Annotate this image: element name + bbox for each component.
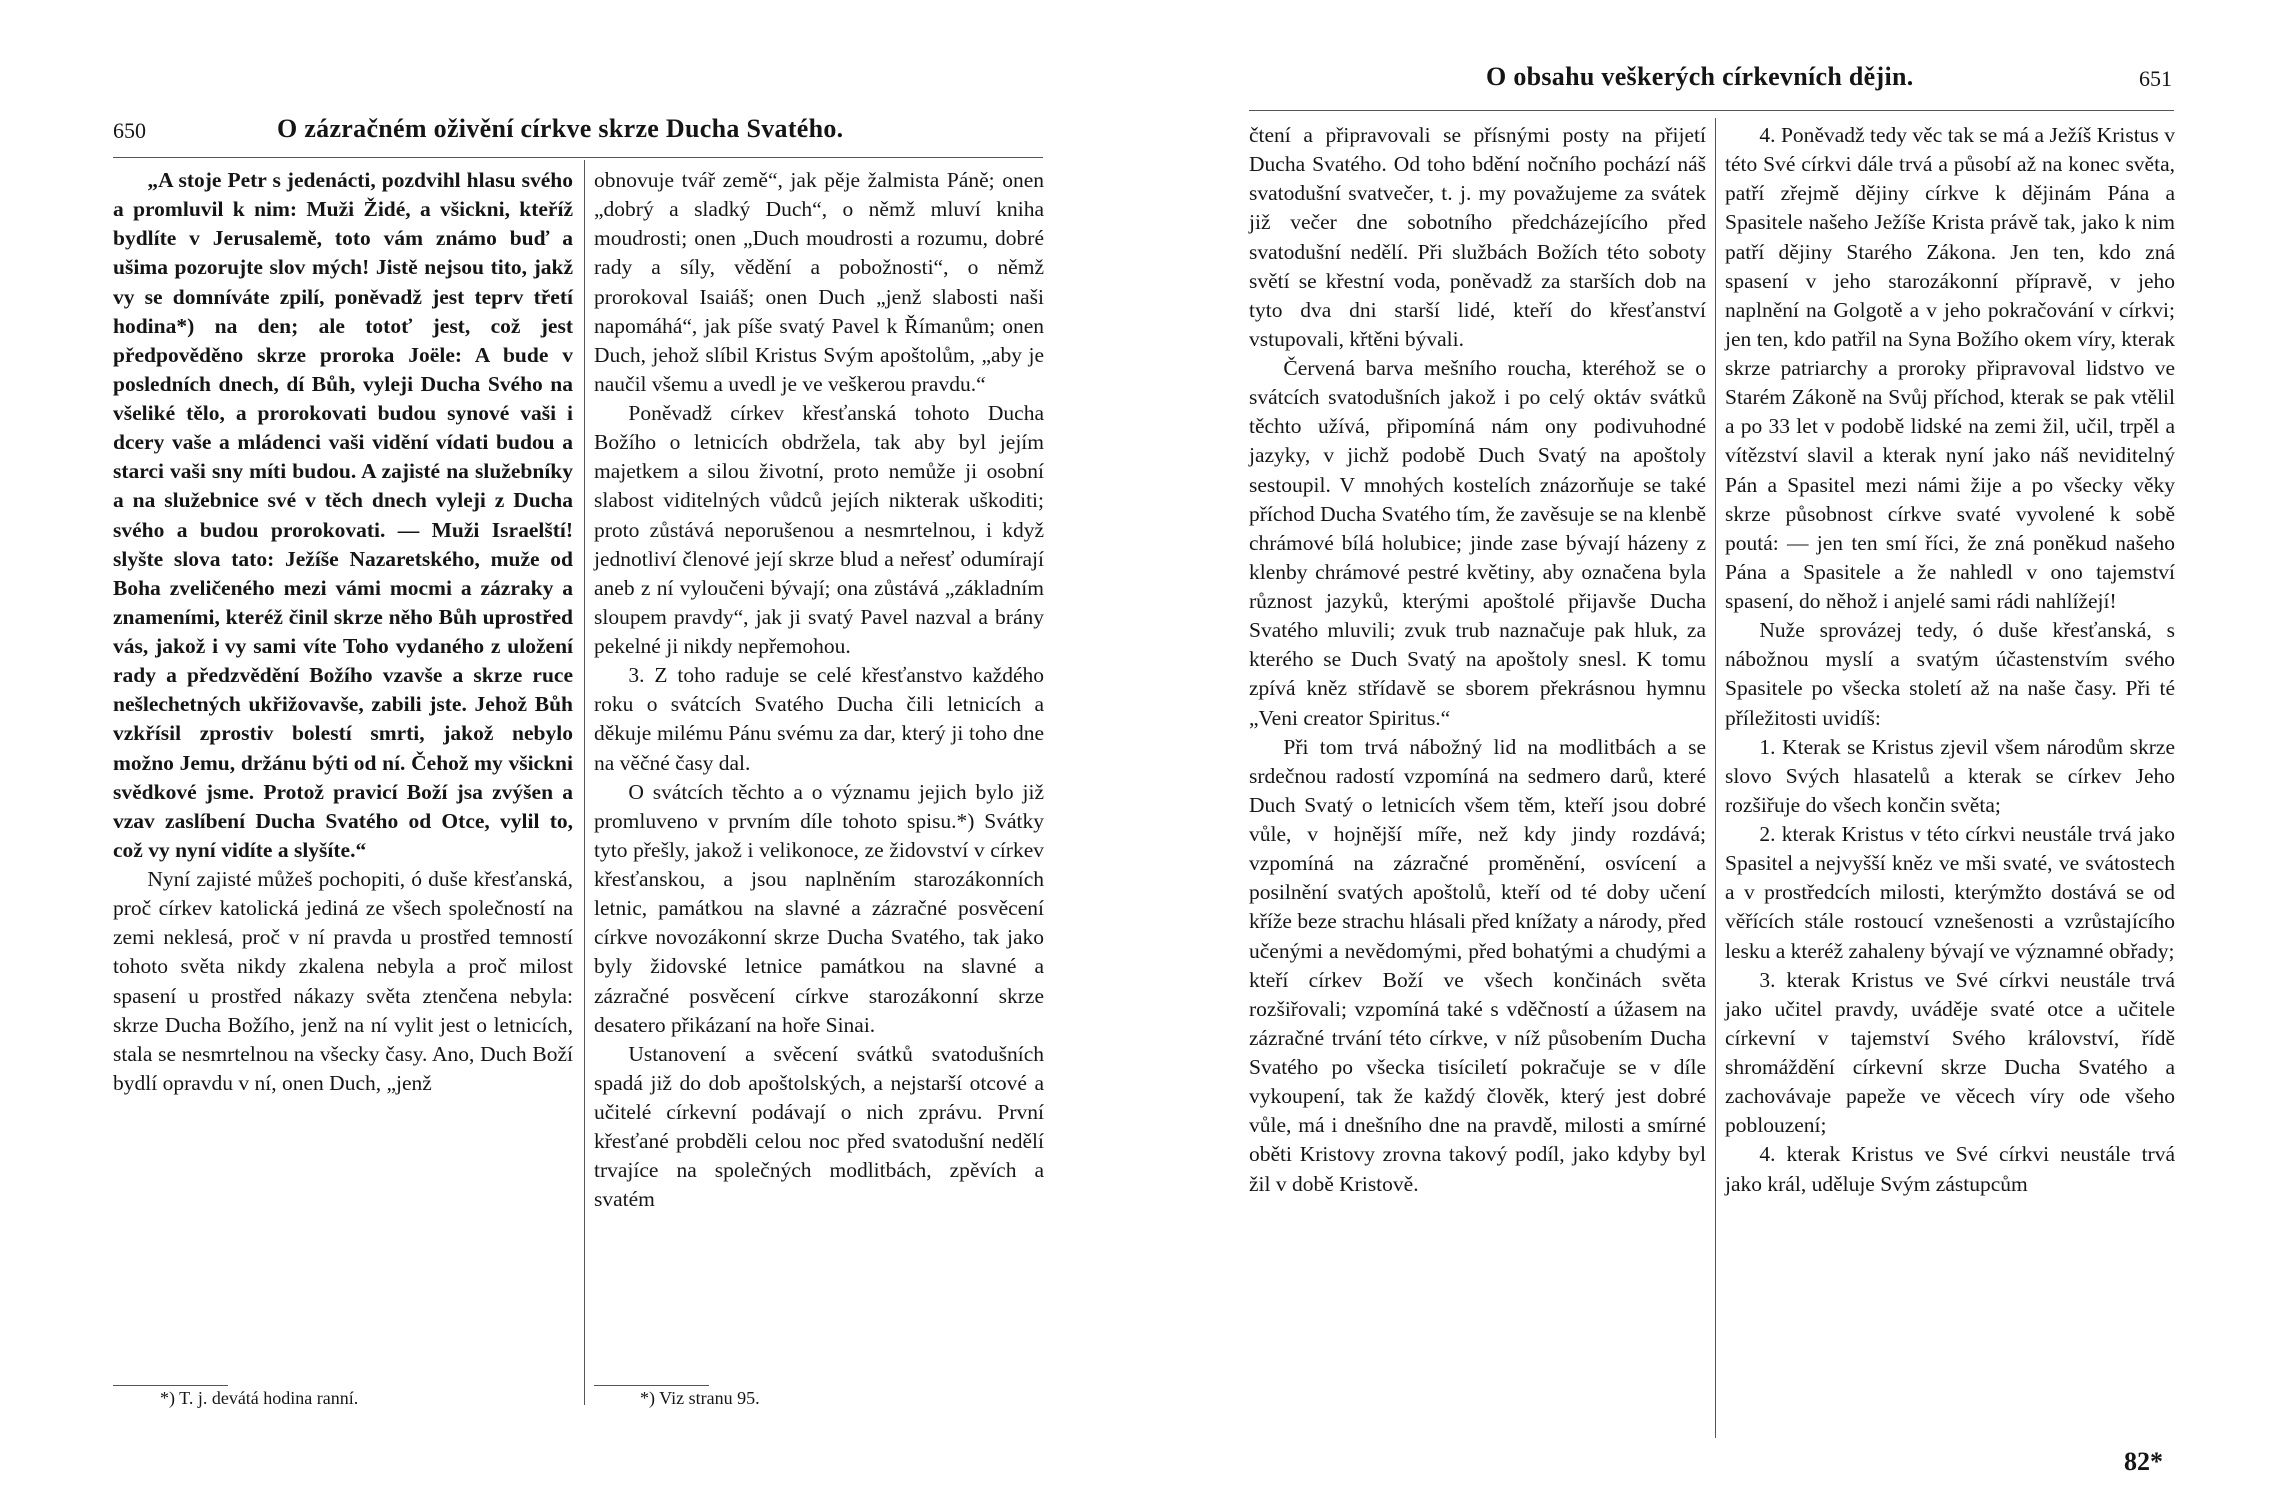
- paragraph: Ustanovení a svěcení svátků svatodušních spadá již do dob apoštolských, a nejstarší otcové a učitelé církevní podávají o nich zprávu. První křesťané probděli celou noc před svatodušní nedělí trvajíce na společných modlitbách, zpěvích a svatém: [594, 1041, 1044, 1212]
- footnote-rule: [113, 1385, 228, 1386]
- paragraph: Poněvadž církev křesťanská tohoto Ducha Božího o letnicích obdržela, tak aby byl jejím majetkem a silou životní, proto nemůže ji osobní slabost viditelných vůdců jejích nikterak uškoditi; proto zůstává neporušenou a nesmrtelnou, i když jednotliví členové její skrze blud a neřesť odumírají aneb z ní vyloučeni bývají; ona zůstává „základním sloupem pravdy“, jak ji svatý Pavel nazval a brány pekelné ji nikdy nepřemohou.: [594, 401, 1044, 658]
- paragraph: O svátcích těchto a o významu jejich bylo již promluveno v prvním díle tohoto spisu.*) Svátky tyto přešly, jakož i velikonoce, ze židovství v církev křesťanskou, a jsou naplněním starozákonních letnic, památkou na slavné a zázračné posvěcení církve novozákonní skrze Ducha Svatého, tak jako byly židovské letnice památkou na slavné a zázračné posvěcení církve starozákonní skrze desatero přikázaní na hoře Sinai.: [594, 779, 1044, 1037]
- left-column-1: [113, 166, 573, 1098]
- paragraph: Při tom trvá nábožný lid na modlitbách a se srdečnou radostí vzpomíná na sedmero darů, které Duch Svatý o letnicích všem těm, kteří jsou dobré vůle, v hojnější míře, než kdy jindy rozdává; vzpomíná na zázračné proměnění, osvícení a posilnění svatých apoštolů, kteří od té doby učení kříže beze strachu hlásali před knížaty a národy, před učenými a nevědomými, před bohatými a chudými a kteří církev Boží ve všech končinách světa rozšiřovali; vzpomíná také s vděčností a úžasem na zázračné trvání této církve, v níž působením Ducha Svatého po všecka tisíciletí pokračuje se v díle vykoupení, tak že každý člověk, který jest dobré vůle, má i dnešního dne na pravdě, milosti a smírné oběti Kristovy zrovna takový podíl, jako kdyby byl žil v době Kristově.: [1249, 734, 1706, 1196]
- right-page: [1139, 0, 2278, 1500]
- paragraph: Nyní zajisté můžeš pochopiti, ó duše křesťanská, proč církev katolická jediná ze všech společností na zemi neklesá, proč v ní pravda u prostřed temností tohoto světa nikdy zkalena nebyla a proč milost spasení u prostřed nákazy světa ztenčena nebyla: skrze Ducha Božího, jenž na ní vylit jest o letnicích, stala se nesmrtelnou na všecky časy. Ano, Duch Boží bydlí opravdu v ní, onen Duch, „jenž: [113, 867, 573, 1095]
- running-title: O zázračném oživění církve skrze Ducha Svatého.: [277, 114, 844, 143]
- paragraph: obnovuje tvář země“, jak pěje žalmista Páně; onen „dobrý a sladký Duch“, o němž mluví kniha moudrosti; onen „Duch moudrosti a rozumu, dobré rady a síly, vědění a pobožnosti“, o němž prorokoval Isaiáš; onen Duch „jenž slabosti naši napomáhá“, jak píše svatý Pavel k Římanům; onen Duch, jehož slíbil Kristus Svým apoštolům, „aby je naučil všemu a uvedl je ve veškerou pravdu.“: [594, 168, 1044, 396]
- paragraph: 4. kterak Kristus ve Své církvi neustále trvá jako král, uděluje Svým zástupcům: [1725, 1142, 2175, 1196]
- left-column-2: [594, 166, 1044, 1215]
- right-column-1: [1249, 121, 1706, 1199]
- header-rule: [1249, 110, 2174, 111]
- page-number: 651: [2139, 66, 2172, 91]
- column-divider: [1715, 118, 1716, 1438]
- paragraph: 3. kterak Kristus ve Své církvi neustále trvá jako učitel pravdy, uváděje svaté otce a učitele církevní v tajemství Svého království, řídě shromáždění církevní skrze Ducha Svatého a zachovávaje papeže ve věcech víry ode všeho poblouzení;: [1725, 967, 2175, 1138]
- paragraph: 3. Z toho raduje se celé křesťanstvo každého roku o svátcích Svatého Ducha čili letnicích a děkuje milému Pánu svému za dar, který ji toho dne na věčné časy dal.: [594, 663, 1044, 775]
- page-number: 650: [113, 118, 146, 143]
- right-column-2: [1725, 121, 2175, 1199]
- footnote: *) Viz stranu 95.: [640, 1388, 760, 1408]
- paragraph: čtení a připravovali se přísnými posty na přijetí Ducha Svatého. Od toho bdění nočního pochází náš svatodušní svatvečer, t. j. my považujeme za svátek již večer dne sobotního předcházejícího před svatodušní nedělí. Při službách Božích této soboty světí se křestní voda, poněvadž za starších dob na tyto dva dni starší lidé, kteří do křesťanství vstupovali, křtěni bývali.: [1249, 123, 1706, 351]
- header-rule: [113, 157, 1043, 158]
- column-divider: [584, 160, 585, 1405]
- printer-signature: 82*: [2124, 1447, 2163, 1476]
- footnote-rule: [594, 1385, 709, 1386]
- paragraph: 1. Kterak se Kristus zjevil všem národům skrze slovo Svých hlasatelů a kterak se církev Jeho rozšiřuje do všech končin světa;: [1725, 734, 2175, 817]
- paragraph: 4. Poněvadž tedy věc tak se má a Ježíš Kristus v této Své církvi dále trvá a působí až na konec světa, patří zřejmě dějiny církve k dějinám Pána a Spasitele našeho Ježíše Krista právě tak, jako k nim patří dějiny Starého Zákona. Jen ten, kdo zná spasení v jeho starozákonní přípravě, v jeho naplnění na Golgotě a v jeho pokračování v církvi; jen ten, kdo patřil na Syna Božího okem víry, kterak skrze patriarchy a proroky připravoval lidstvo ve Starém Zákoně na Svůj příchod, kterak se pak vtělil a po 33 let v podobě lidské na zemi žil, učil, trpěl a vítězství slavil a kterak nyní jako náš neviditelný Pán a Spasitel mezi námi žije a po všecky věky skrze působnost církve svaté vyvolené k sobě poutá: — jen ten smí říci, že zná poněkud našeho Pána a Spasitele a že nahledl v ono tajemství spasení, do něhož i anjelé sami rádi nahlížejí!: [1725, 123, 2175, 613]
- paragraph: 2. kterak Kristus v této církvi neustále trvá jako Spasitel a nejvyšší kněz ve mši svaté, ve svátostech a v prostředcích milosti, kterýmžto dostává se od věřících stále rostoucí vznešenosti a vzrůstajícího lesku a kteréž zahaleny bývají ve významné obřady;: [1725, 822, 2175, 963]
- paragraph: „A stoje Petr s jedenácti, pozdvihl hlasu svého a promluvil k nim: Muži Židé, a všickni, kteříž bydlíte v Jerusalemě, toto vám známo buď a ušima pozorujte slov mých! Jistě nejsou tito, jakž vy se domníváte zpilí, poněvadž jest teprv třetí hodina*) na den; ale totoť jest, což jest předpověděno skrze proroka Joële: A bude v posledních dnech, dí Bůh, vyleji Ducha Svého na všeliké tělo, a prorokovati budou synové vaši i dcery vaše a mládenci vaši vidění vídati budou a starci vaši sny míti budou. A zajisté na služebníky a na služebnice své v těch dnech vyleji z Ducha svého a budou prorokovati. — Muži Israelští! slyšte slova tato: Ježíše Nazaretského, muže od Boha zveličeného mezi vámi mocmi a zázraky a znameními, kteréž činil skrze něho Bůh uprostřed vás, jakož i vy sami víte Toho vydaného z uložení rady a předzvědění Božího vzavše a skrze ruce nešlechetných ukřižovavše, zabili jste. Jehož Bůh vzkřísil zprostiv bolestí smrti, jakož nebylo možno Jemu, držánu býti od ní. Čehož my všickni svědkové jsme. Protož pravicí Boží jsa zvýšen a vzav zaslíbení Ducha Svatého od Otce, vylil to, což vy nyní vidíte a slyšíte.“: [113, 168, 573, 862]
- paragraph: Červená barva mešního roucha, kteréhož se o svátcích svatodušních jakož i po celý oktáv svátků těchto užívá, připomíná nám ony podivuhodné jazyky, v jichž podobě Duch Svatý na apoštoly sestoupil. V mnohých kostelích znázorňuje se také příchod Ducha Svatého tím, že zavěsuje se na klenbě chrámové bílá holubice; jinde zase bývají házeny z klenby chrámové pestré květiny, aby označena byla různost jazyků, kterými apoštolé přijavše Ducha Svatého mluvili; zvuk trub naznačuje pak hluk, za kterého se Duch Svatý na apoštoly snesl. K tomu zpívá kněz střídavě se sborem překrásnou hymnu „Veni creator Spiritus.“: [1249, 356, 1706, 730]
- paragraph: Nuže sprovázej tedy, ó duše křesťanská, s nábožnou myslí a svatým účastenstvím svého Spasitele po všecka století až na naše časy. Při té příležitosti uvidíš:: [1725, 618, 2175, 730]
- running-title: O obsahu veškerých církevních dějin.: [1486, 62, 1914, 91]
- footnote: *) T. j. devátá hodina ranní.: [160, 1388, 359, 1408]
